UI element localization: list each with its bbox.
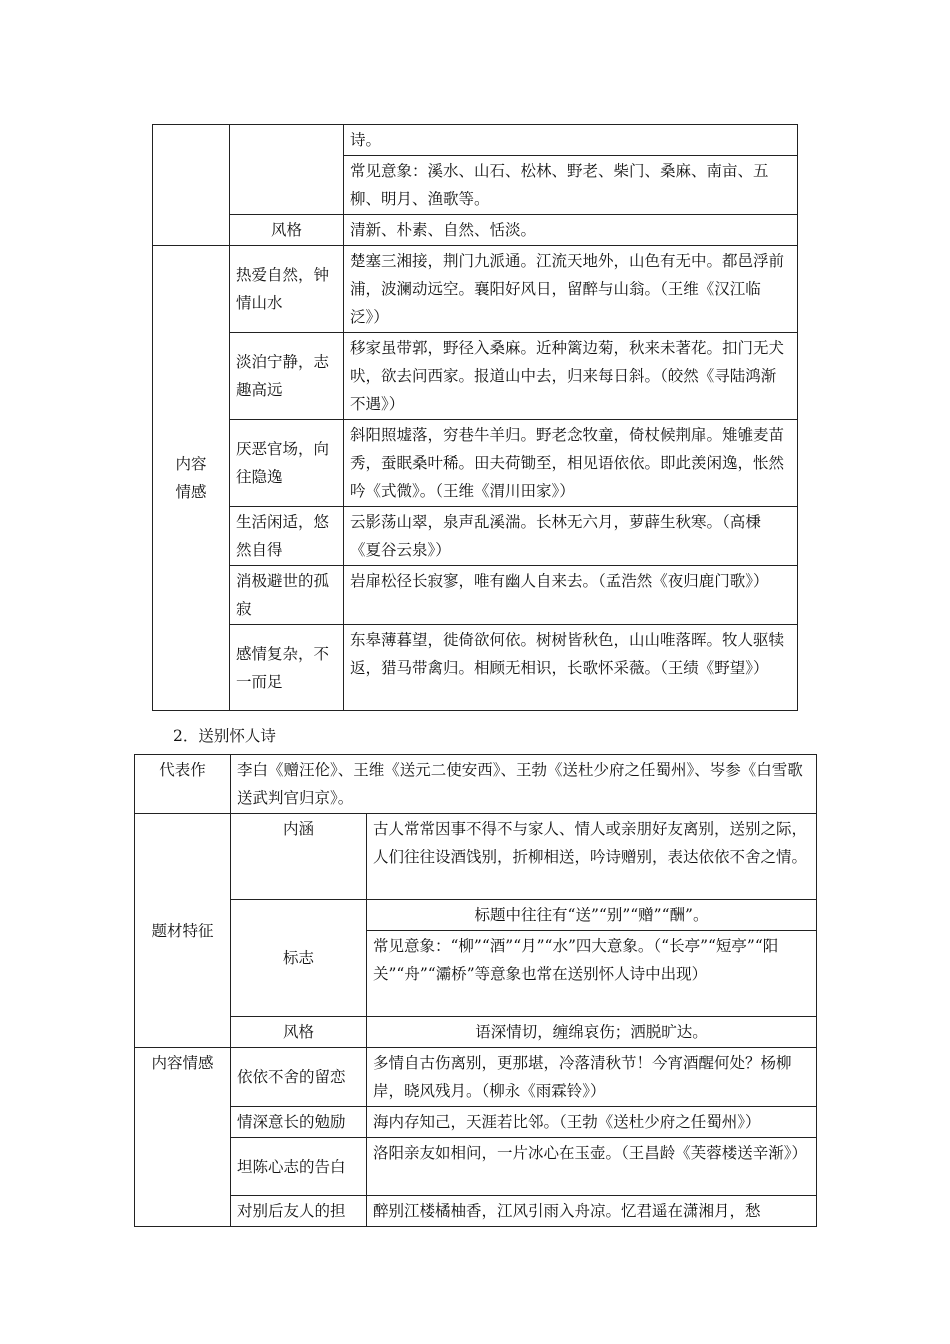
content-emotion-label: 内容情感	[135, 1048, 231, 1227]
poem-cell: 楚塞三湘接，荆门九派通。江流天地外，山色有无中。都邑浮前浦，波澜动远空。襄阳好风日，留醉与山翁。（王维《汉江临泛》）	[344, 246, 798, 333]
poem-cell: 醉别江楼橘柚香，江风引雨入舟凉。忆君遥在潇湘月，愁	[367, 1196, 817, 1227]
style-label: 风格	[231, 1017, 367, 1048]
poem-cell: 云影荡山翠，泉声乱溪湍。长林无六月，萝薜生秋寒。（高棅《夏谷云泉》）	[344, 507, 798, 566]
connotation-label: 内涵	[231, 814, 367, 900]
poem-cell: 斜阳照墟落，穷巷牛羊归。野老念牧童，倚杖候荆扉。雉雊麦苗秀，蚕眠桑叶稀。田夫荷锄至，相见语依依。即此羡闲逸，怅然吟《式微》。（王维《渭川田家》）	[344, 420, 798, 507]
blank-cell	[230, 125, 344, 215]
rep-value: 李白《赠汪伦》、王维《送元二使安西》、王勃《送杜少府之任蜀州》、岑参《白雪歌送武判官归京》。	[231, 755, 817, 814]
emotion-label: 坦陈心志的告白	[231, 1138, 367, 1196]
emotion-label: 淡泊宁静，志趣高远	[230, 333, 344, 420]
pastoral-poetry-table	[152, 124, 798, 711]
emotion-label: 生活闲适，悠然自得	[230, 507, 344, 566]
emotion-label: 感情复杂，不一而足	[230, 625, 344, 711]
emotion-label: 对别后友人的担	[231, 1196, 367, 1227]
content-emotion-label: 内容 情感	[153, 246, 230, 711]
farewell-poetry-table	[134, 754, 817, 1227]
emotion-label: 依依不舍的留恋	[231, 1048, 367, 1107]
blank-cell	[153, 125, 230, 246]
style-label: 风格	[230, 215, 344, 246]
emotion-label: 消极避世的孤寂	[230, 566, 344, 625]
sign-label: 标志	[231, 900, 367, 1017]
imagery-cell: 常见意象：溪水、山石、松林、野老、柴门、桑麻、南亩、五柳、明月、渔歌等。	[344, 156, 798, 215]
theme-label: 题材特征	[135, 814, 231, 1048]
connotation-value: 古人常常因事不得不与家人、情人或亲朋好友离别，送别之际，人们往往设酒饯别，折柳相送，吟诗赠别，表达依依不舍之情。	[367, 814, 817, 900]
section-heading: 2．送别怀人诗	[173, 727, 276, 745]
poem-cell: 洛阳亲友如相问，一片冰心在玉壶。（王昌龄《芙蓉楼送辛渐》）	[367, 1138, 817, 1196]
poem-cell: 岩扉松径长寂寥，唯有幽人自来去。（孟浩然《夜归鹿门歌》）	[344, 566, 798, 625]
style-value: 清新、朴素、自然、恬淡。	[344, 215, 798, 246]
style-value: 语深情切，缠绵哀伤；洒脱旷达。	[367, 1017, 817, 1048]
poem-cell: 东皋薄暮望，徙倚欲何依。树树皆秋色，山山唯落晖。牧人驱犊返，猎马带禽归。相顾无相识，长歌怀采薇。（王绩《野望》）	[344, 625, 798, 711]
poem-cell: 移家虽带郭，野径入桑麻。近种篱边菊，秋来未著花。扣门无犬吠，欲去问西家。报道山中去，归来每日斜。（皎然《寻陆鸿渐不遇》）	[344, 333, 798, 420]
poem-cell: 海内存知己，天涯若比邻。（王勃《送杜少府之任蜀州》）	[367, 1107, 817, 1138]
emotion-label: 热爱自然，钟情山水	[230, 246, 344, 333]
poem-tail-cell: 诗。	[344, 125, 798, 156]
emotion-label: 情深意长的勉励	[231, 1107, 367, 1138]
sign-value-imagery: 常见意象：“柳”“酒”“月”“水”四大意象。（“长亭”“短亭”“阳关”“舟”“灞桥”等意象也常在送别怀人诗中出现）	[367, 931, 817, 1017]
emotion-label: 厌恶官场，向往隐逸	[230, 420, 344, 507]
poem-cell: 多情自古伤离别，更那堪，冷落清秋节！今宵酒醒何处？杨柳岸，晓风残月。（柳永《雨霖铃》）	[367, 1048, 817, 1107]
sign-value-title: 标题中往往有“送”“别”“赠”“酬”。	[367, 900, 817, 931]
rep-label: 代表作	[135, 755, 231, 814]
